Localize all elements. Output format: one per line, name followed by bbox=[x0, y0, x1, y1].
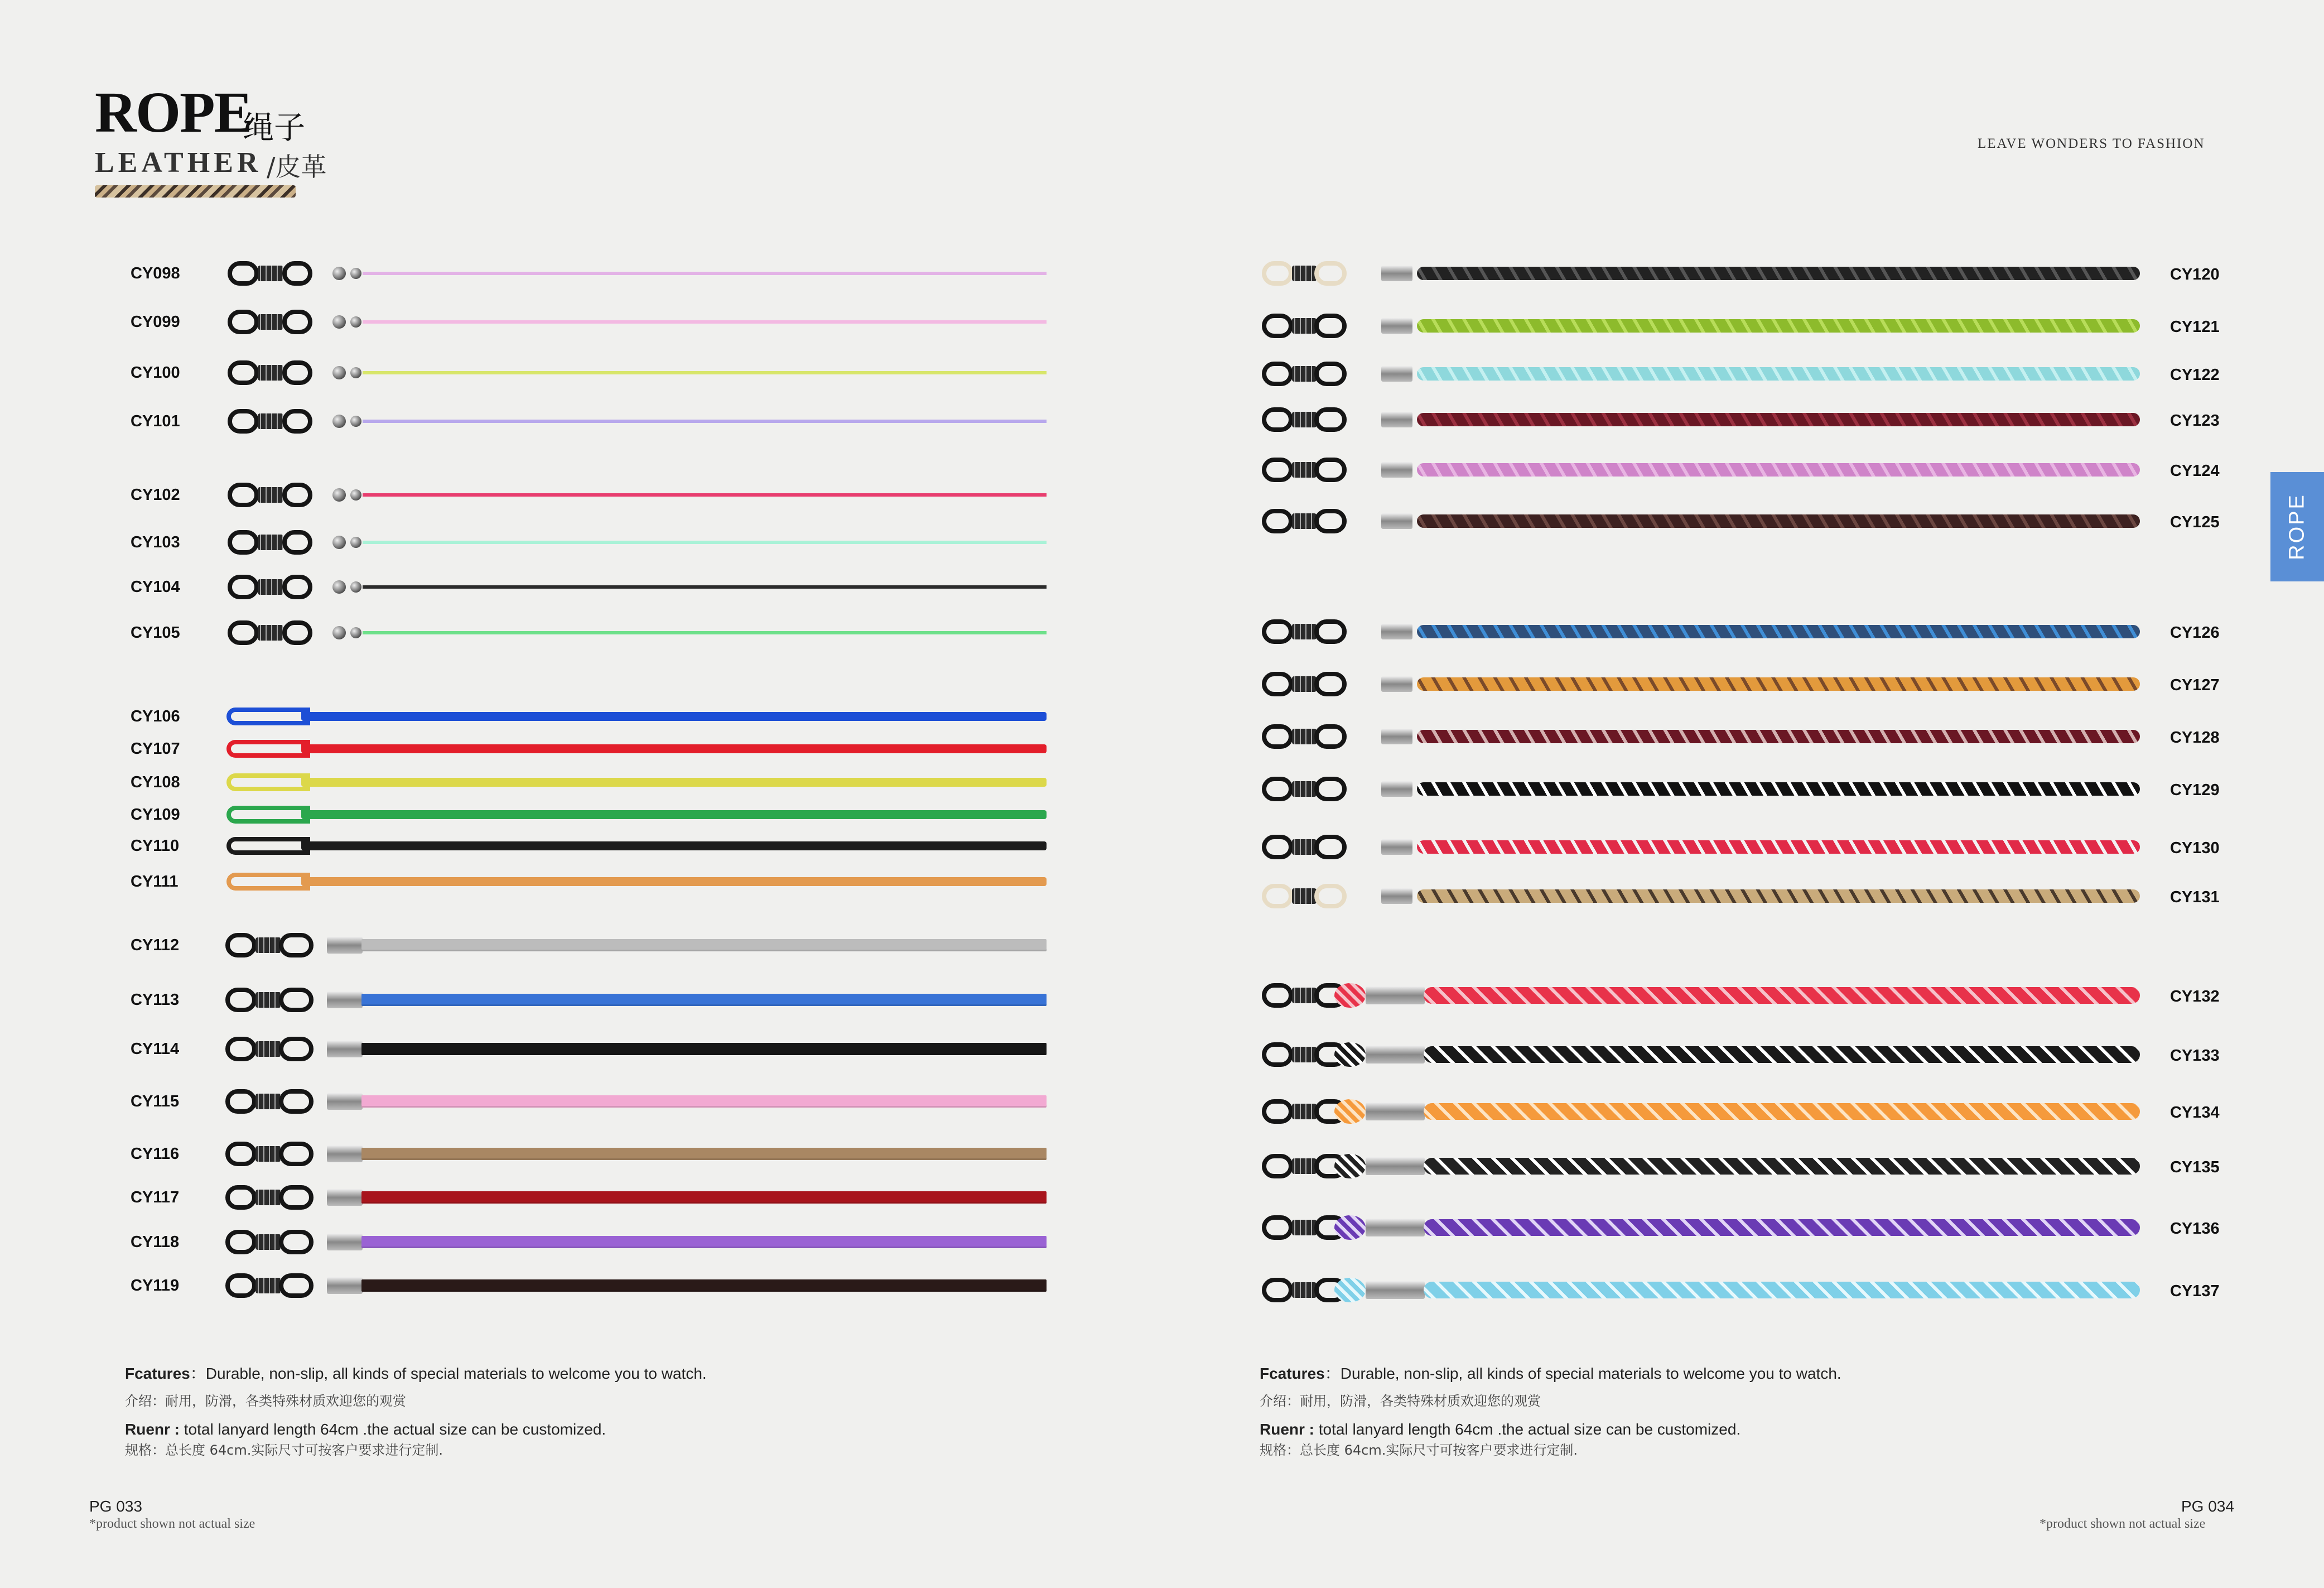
metal-sleeve-icon bbox=[327, 937, 363, 954]
metal-bead-icon bbox=[332, 580, 346, 594]
rubber-loop-icon bbox=[282, 620, 312, 645]
rubber-loop-icon bbox=[1262, 619, 1293, 644]
metal-sleeve-icon bbox=[1381, 513, 1412, 529]
rope-cord bbox=[363, 371, 1047, 374]
coil-icon bbox=[1292, 729, 1317, 744]
left-spec-cn: 规格：总长度 64cm.实际尺寸可按客户要求进行定制. bbox=[125, 1442, 443, 1458]
metal-sleeve-icon bbox=[1381, 462, 1412, 478]
product-code: CY110 bbox=[131, 837, 180, 855]
rubber-loop-icon bbox=[1262, 1278, 1293, 1302]
rubber-loop-icon bbox=[1262, 362, 1293, 386]
product-code: CY125 bbox=[2170, 513, 2220, 531]
rubber-loop-icon bbox=[1262, 1154, 1293, 1178]
product-code: CY115 bbox=[131, 1093, 180, 1110]
rubber-loop-icon bbox=[1262, 777, 1293, 801]
side-tab-rope[interactable] bbox=[2270, 472, 2324, 581]
product-code: CY103 bbox=[131, 533, 180, 551]
coil-icon bbox=[258, 535, 283, 550]
right-features bbox=[1260, 1364, 1841, 1384]
metal-sleeve-icon bbox=[1366, 1219, 1425, 1236]
metal-sleeve-icon bbox=[1366, 1157, 1425, 1175]
product-code: CY127 bbox=[2170, 676, 2220, 694]
coil-icon bbox=[258, 365, 283, 381]
rubber-loop-icon bbox=[1314, 362, 1347, 386]
product-code: CY120 bbox=[2170, 266, 2220, 283]
coil-icon bbox=[255, 1094, 281, 1109]
woven-cord bbox=[1424, 1219, 2140, 1236]
silicone-cord bbox=[301, 778, 1047, 787]
product-code: CY132 bbox=[2170, 988, 2220, 1005]
rubber-loop-icon bbox=[225, 1142, 257, 1166]
braided-cord bbox=[1417, 413, 2140, 426]
metal-sleeve-icon bbox=[1381, 318, 1412, 334]
coil-icon bbox=[1292, 266, 1317, 281]
silicone-loop-icon bbox=[226, 773, 310, 791]
left-intro-cn: 介绍：耐用，防滑，各类特殊材质欢迎您的观赏 bbox=[125, 1393, 406, 1409]
metal-bead-icon bbox=[350, 489, 361, 501]
right-page-number: PG 034 bbox=[2181, 1498, 2234, 1515]
silicone-loop-icon bbox=[226, 708, 310, 725]
rubber-loop-icon bbox=[1314, 407, 1347, 432]
left-ruenr-label: Ruenr : bbox=[125, 1421, 180, 1438]
rubber-loop-icon bbox=[1314, 509, 1347, 533]
rope-knot-icon bbox=[1334, 1278, 1366, 1302]
suede-cord bbox=[361, 1191, 1047, 1204]
coil-icon bbox=[1292, 318, 1317, 334]
rubber-loop-icon bbox=[225, 1185, 257, 1210]
product-code: CY116 bbox=[131, 1145, 180, 1163]
coil-icon bbox=[1292, 676, 1317, 692]
coil-icon bbox=[1292, 781, 1317, 797]
left-ruenr bbox=[125, 1419, 606, 1440]
coil-icon bbox=[1292, 462, 1317, 478]
metal-bead-icon bbox=[350, 581, 361, 593]
metal-bead-icon bbox=[350, 537, 361, 548]
rope-knot-icon bbox=[1334, 983, 1366, 1008]
rubber-loop-icon bbox=[282, 310, 312, 334]
rubber-loop-icon bbox=[1262, 724, 1293, 749]
product-code: CY107 bbox=[131, 740, 180, 758]
braid-swatch-decoration bbox=[95, 185, 296, 198]
rubber-loop-icon bbox=[1314, 672, 1347, 696]
product-code: CY133 bbox=[2170, 1047, 2220, 1065]
product-code: CY100 bbox=[131, 364, 180, 382]
coil-icon bbox=[258, 487, 283, 503]
rope-cord bbox=[363, 420, 1047, 423]
left-page-number: PG 033 bbox=[89, 1498, 142, 1515]
product-code: CY119 bbox=[131, 1277, 180, 1295]
product-code: CY102 bbox=[131, 486, 180, 504]
silicone-cord bbox=[301, 810, 1047, 819]
product-code: CY106 bbox=[131, 708, 180, 725]
rope-knot-icon bbox=[1334, 1215, 1366, 1240]
rubber-loop-icon bbox=[225, 988, 257, 1012]
coil-icon bbox=[258, 314, 283, 330]
page-title: ROPE bbox=[95, 80, 252, 145]
suede-cord bbox=[361, 1279, 1047, 1292]
right-features-label: Fcatures bbox=[1260, 1365, 1325, 1382]
metal-bead-icon bbox=[350, 367, 361, 378]
metal-sleeve-icon bbox=[1381, 888, 1412, 904]
silicone-cord bbox=[301, 744, 1047, 753]
metal-sleeve-icon bbox=[1366, 987, 1425, 1004]
product-code: CY124 bbox=[2170, 462, 2220, 480]
product-code: CY126 bbox=[2170, 624, 2220, 642]
coil-icon bbox=[258, 266, 283, 281]
left-features-label: Fcatures bbox=[125, 1365, 190, 1382]
metal-sleeve-icon bbox=[327, 1277, 363, 1294]
rubber-loop-icon bbox=[1262, 509, 1293, 533]
metal-sleeve-icon bbox=[327, 1189, 363, 1206]
silicone-cord bbox=[301, 877, 1047, 886]
rubber-loop-icon bbox=[228, 575, 259, 599]
metal-bead-icon bbox=[350, 416, 361, 427]
silicone-loop-icon bbox=[226, 873, 310, 891]
coil-icon bbox=[258, 579, 283, 595]
rubber-loop-icon bbox=[282, 483, 312, 507]
product-code: CY128 bbox=[2170, 729, 2220, 747]
braided-cord bbox=[1417, 677, 2140, 691]
coil-icon bbox=[1292, 1158, 1317, 1174]
coil-icon bbox=[255, 1146, 281, 1162]
rubber-loop-icon bbox=[1262, 983, 1293, 1008]
metal-bead-icon bbox=[332, 626, 346, 639]
rubber-loop-icon bbox=[279, 1185, 314, 1210]
rubber-loop-icon bbox=[1262, 261, 1293, 286]
rope-cord bbox=[363, 631, 1047, 634]
suede-cord bbox=[361, 1148, 1047, 1160]
silicone-loop-icon bbox=[226, 740, 310, 758]
coil-icon bbox=[1292, 888, 1317, 904]
rubber-loop-icon bbox=[282, 261, 312, 286]
rope-knot-icon bbox=[1334, 1154, 1366, 1178]
suede-cord bbox=[361, 994, 1047, 1006]
metal-bead-icon bbox=[350, 627, 361, 638]
braided-cord bbox=[1417, 367, 2140, 381]
rubber-loop-icon bbox=[282, 530, 312, 555]
rubber-loop-icon bbox=[228, 530, 259, 555]
rubber-loop-icon bbox=[1262, 407, 1293, 432]
rubber-loop-icon bbox=[1262, 884, 1293, 908]
rubber-loop-icon bbox=[1314, 884, 1347, 908]
rubber-loop-icon bbox=[225, 1089, 257, 1114]
rubber-loop-icon bbox=[282, 575, 312, 599]
side-tab-label: ROPE bbox=[2285, 493, 2309, 560]
coil-icon bbox=[255, 1041, 281, 1057]
braided-cord bbox=[1417, 730, 2140, 743]
woven-cord bbox=[1424, 1282, 2140, 1298]
metal-sleeve-icon bbox=[327, 1093, 363, 1110]
rubber-loop-icon bbox=[279, 1089, 314, 1114]
page-title-cn: 绳子 bbox=[243, 110, 305, 146]
left-ruenr-text: total lanyard length 64cm .the actual size can be customized. bbox=[180, 1421, 606, 1438]
product-code: CY122 bbox=[2170, 366, 2220, 384]
product-code: CY112 bbox=[131, 936, 180, 954]
tagline: LEAVE WONDERS TO FASHION bbox=[1978, 136, 2205, 151]
metal-bead-icon bbox=[332, 267, 346, 280]
product-code: CY121 bbox=[2170, 318, 2220, 336]
coil-icon bbox=[1292, 1104, 1317, 1119]
braided-cord bbox=[1417, 267, 2140, 280]
rubber-loop-icon bbox=[228, 310, 259, 334]
product-code: CY131 bbox=[2170, 888, 2220, 906]
product-code: CY136 bbox=[2170, 1220, 2220, 1238]
suede-cord bbox=[361, 1043, 1047, 1055]
rubber-loop-icon bbox=[228, 620, 259, 645]
metal-bead-icon bbox=[332, 488, 346, 502]
metal-sleeve-icon bbox=[1381, 781, 1412, 797]
suede-cord bbox=[361, 1236, 1047, 1248]
rope-cord bbox=[363, 541, 1047, 544]
coil-icon bbox=[1292, 412, 1317, 427]
rubber-loop-icon bbox=[1314, 777, 1347, 801]
coil-icon bbox=[255, 1278, 281, 1293]
metal-bead-icon bbox=[350, 268, 361, 279]
rubber-loop-icon bbox=[282, 360, 312, 385]
product-code: CY123 bbox=[2170, 412, 2220, 430]
product-code: CY129 bbox=[2170, 781, 2220, 799]
metal-sleeve-icon bbox=[1381, 624, 1412, 639]
rubber-loop-icon bbox=[228, 261, 259, 286]
rubber-loop-icon bbox=[1262, 458, 1293, 482]
silicone-loop-icon bbox=[226, 806, 310, 824]
braided-cord bbox=[1417, 625, 2140, 638]
rubber-loop-icon bbox=[228, 409, 259, 434]
coil-icon bbox=[1292, 988, 1317, 1003]
metal-sleeve-icon bbox=[1366, 1103, 1425, 1120]
coil-icon bbox=[1292, 1220, 1317, 1235]
coil-icon bbox=[1292, 624, 1317, 639]
woven-cord bbox=[1424, 1103, 2140, 1120]
rubber-loop-icon bbox=[1314, 261, 1347, 286]
woven-cord bbox=[1424, 1158, 2140, 1175]
product-code: CY098 bbox=[131, 264, 180, 282]
braided-cord bbox=[1417, 782, 2140, 796]
product-code: CY118 bbox=[131, 1233, 180, 1251]
braided-cord bbox=[1417, 514, 2140, 528]
silicone-cord bbox=[301, 712, 1047, 721]
coil-icon bbox=[1292, 1047, 1317, 1062]
page-subtitle-cn: /皮革 bbox=[267, 152, 327, 182]
rubber-loop-icon bbox=[225, 1273, 257, 1298]
rubber-loop-icon bbox=[1314, 458, 1347, 482]
rubber-loop-icon bbox=[225, 1037, 257, 1061]
rope-cord bbox=[363, 320, 1047, 324]
left-features bbox=[125, 1364, 707, 1384]
coil-icon bbox=[1292, 1282, 1317, 1298]
metal-sleeve-icon bbox=[1381, 839, 1412, 855]
right-intro-cn: 介绍：耐用，防滑，各类特殊材质欢迎您的观赏 bbox=[1260, 1393, 1541, 1409]
metal-sleeve-icon bbox=[327, 1146, 363, 1162]
product-code: CY099 bbox=[131, 313, 180, 331]
coil-icon bbox=[255, 1190, 281, 1205]
coil-icon bbox=[255, 937, 281, 953]
rubber-loop-icon bbox=[1314, 619, 1347, 644]
braided-cord bbox=[1417, 889, 2140, 903]
rubber-loop-icon bbox=[1262, 672, 1293, 696]
rubber-loop-icon bbox=[1262, 314, 1293, 338]
rubber-loop-icon bbox=[279, 1037, 314, 1061]
product-code: CY101 bbox=[131, 412, 180, 430]
rope-cord bbox=[363, 585, 1047, 589]
coil-icon bbox=[255, 1234, 281, 1250]
right-ruenr bbox=[1260, 1419, 1740, 1440]
rubber-loop-icon bbox=[279, 1230, 314, 1254]
metal-bead-icon bbox=[332, 415, 346, 428]
right-features-text: ：Durable, non-slip, all kinds of special materials to welcome you to watch. bbox=[1324, 1365, 1841, 1382]
silicone-cord bbox=[301, 841, 1047, 850]
rubber-loop-icon bbox=[225, 1230, 257, 1254]
rubber-loop-icon bbox=[1262, 1099, 1293, 1124]
product-code: CY113 bbox=[131, 991, 180, 1009]
rubber-loop-icon bbox=[1314, 314, 1347, 338]
product-code: CY130 bbox=[2170, 839, 2220, 857]
coil-icon bbox=[1292, 839, 1317, 855]
rubber-loop-icon bbox=[228, 483, 259, 507]
product-code: CY135 bbox=[2170, 1158, 2220, 1176]
rubber-loop-icon bbox=[279, 988, 314, 1012]
left-page-note: *product shown not actual size bbox=[89, 1517, 255, 1531]
rubber-loop-icon bbox=[1262, 1042, 1293, 1067]
rubber-loop-icon bbox=[228, 360, 259, 385]
rubber-loop-icon bbox=[279, 1142, 314, 1166]
suede-cord bbox=[361, 939, 1047, 951]
rope-cord bbox=[363, 493, 1047, 497]
metal-sleeve-icon bbox=[327, 1041, 363, 1057]
metal-sleeve-icon bbox=[327, 1234, 363, 1250]
metal-bead-icon bbox=[350, 316, 361, 328]
metal-sleeve-icon bbox=[1381, 412, 1412, 427]
braided-cord bbox=[1417, 840, 2140, 854]
metal-sleeve-icon bbox=[1381, 729, 1412, 744]
rope-knot-icon bbox=[1334, 1042, 1366, 1067]
metal-bead-icon bbox=[332, 315, 346, 329]
product-code: CY109 bbox=[131, 806, 180, 824]
left-features-text: ：Durable, non-slip, all kinds of special materials to welcome you to watch. bbox=[190, 1365, 707, 1382]
product-code: CY104 bbox=[131, 578, 180, 596]
right-spec-cn: 规格：总长度 64cm.实际尺寸可按客户要求进行定制. bbox=[1260, 1442, 1578, 1458]
rubber-loop-icon bbox=[1262, 835, 1293, 859]
product-code: CY114 bbox=[131, 1040, 180, 1058]
coil-icon bbox=[258, 625, 283, 641]
rubber-loop-icon bbox=[1314, 835, 1347, 859]
metal-sleeve-icon bbox=[327, 992, 363, 1008]
product-code: CY117 bbox=[131, 1188, 180, 1206]
page-subtitle: LEATHER bbox=[95, 147, 262, 179]
rubber-loop-icon bbox=[1314, 724, 1347, 749]
braided-cord bbox=[1417, 463, 2140, 477]
right-ruenr-text: total lanyard length 64cm .the actual size can be customized. bbox=[1314, 1421, 1741, 1438]
metal-sleeve-icon bbox=[1366, 1046, 1425, 1064]
suede-cord bbox=[361, 1095, 1047, 1108]
coil-icon bbox=[258, 413, 283, 429]
metal-sleeve-icon bbox=[1381, 366, 1412, 382]
rope-cord bbox=[363, 272, 1047, 275]
metal-bead-icon bbox=[332, 536, 346, 549]
metal-sleeve-icon bbox=[1366, 1281, 1425, 1299]
woven-cord bbox=[1424, 1046, 2140, 1063]
rubber-loop-icon bbox=[1262, 1215, 1293, 1240]
product-code: CY134 bbox=[2170, 1104, 2220, 1122]
metal-bead-icon bbox=[332, 366, 346, 379]
coil-icon bbox=[255, 992, 281, 1008]
product-code: CY111 bbox=[131, 873, 179, 891]
product-code: CY137 bbox=[2170, 1282, 2220, 1300]
rubber-loop-icon bbox=[279, 933, 314, 957]
product-code: CY108 bbox=[131, 773, 180, 791]
right-ruenr-label: Ruenr : bbox=[1260, 1421, 1314, 1438]
rubber-loop-icon bbox=[279, 1273, 314, 1298]
rubber-loop-icon bbox=[282, 409, 312, 434]
woven-cord bbox=[1424, 987, 2140, 1004]
rope-knot-icon bbox=[1334, 1099, 1366, 1124]
product-code: CY105 bbox=[131, 624, 180, 642]
metal-sleeve-icon bbox=[1381, 676, 1412, 692]
silicone-loop-icon bbox=[226, 837, 310, 855]
coil-icon bbox=[1292, 366, 1317, 382]
coil-icon bbox=[1292, 513, 1317, 529]
metal-sleeve-icon bbox=[1381, 266, 1412, 281]
rubber-loop-icon bbox=[225, 933, 257, 957]
right-page-note: *product shown not actual size bbox=[2039, 1517, 2206, 1531]
braided-cord bbox=[1417, 319, 2140, 333]
